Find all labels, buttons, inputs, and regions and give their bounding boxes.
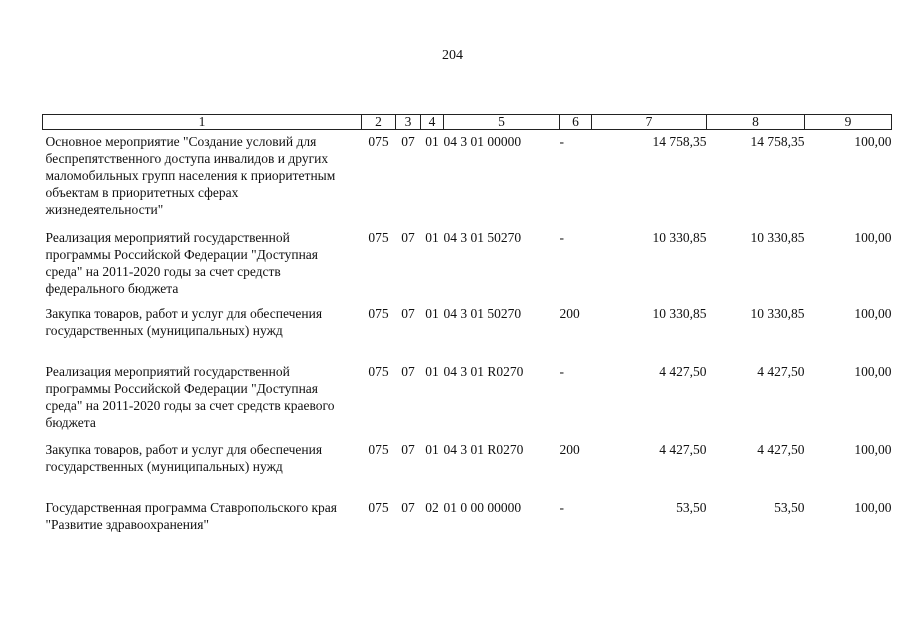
cell-ministry-code: 075 [368, 364, 389, 379]
cell-ministry-code: 075 [368, 500, 389, 515]
cell-expense-type: 200 [559, 306, 580, 321]
cell-percent: 100,00 [854, 134, 892, 149]
cell-section: 07 [401, 442, 415, 457]
cell-target-article: 04 3 01 50270 [443, 306, 522, 321]
cell-subsection: 01 [425, 442, 439, 457]
cell-actual-amount: 10 330,85 [750, 230, 805, 245]
col-header-1: 1 [43, 115, 362, 130]
cell-actual-amount: 53,50 [774, 500, 805, 515]
col-header-9: 9 [805, 115, 892, 130]
cell-actual-amount: 4 427,50 [757, 364, 805, 379]
cell-ministry-code: 075 [368, 134, 389, 149]
cell-percent: 100,00 [854, 442, 892, 457]
cell-plan-amount: 4 427,50 [659, 364, 707, 379]
cell-target-article: 04 3 01 R0270 [443, 442, 524, 457]
col-header-6: 6 [560, 115, 592, 130]
row-name: Реализация мероприятий государственной программы Российской Федерации "Доступная среда" на 2011-2020 годы за счет средств федерального бюджета [45, 230, 318, 296]
cell-percent: 100,00 [854, 500, 892, 515]
cell-percent: 100,00 [854, 230, 892, 245]
col-header-4: 4 [421, 115, 444, 130]
row-name: Закупка товаров, работ и услуг для обеспечения государственных (муниципальных) нужд [45, 442, 323, 474]
table-row [43, 493, 892, 539]
cell-expense-type: - [559, 364, 564, 379]
row-name: Государственная программа Ставропольского края "Развитие здравоохранения" [45, 500, 337, 532]
budget-table [42, 114, 892, 539]
cell-target-article: 04 3 01 R0270 [443, 364, 524, 379]
cell-ministry-code: 075 [368, 442, 389, 457]
cell-actual-amount: 4 427,50 [757, 442, 805, 457]
cell-section: 07 [401, 500, 415, 515]
cell-plan-amount: 10 330,85 [652, 230, 707, 245]
cell-section: 07 [401, 230, 415, 245]
cell-actual-amount: 10 330,85 [750, 306, 805, 321]
cell-actual-amount: 14 758,35 [750, 134, 805, 149]
cell-target-article: 01 0 00 00000 [443, 500, 522, 515]
cell-subsection: 01 [425, 306, 439, 321]
cell-section: 07 [401, 306, 415, 321]
cell-expense-type: - [559, 134, 564, 149]
cell-section: 07 [401, 364, 415, 379]
cell-percent: 100,00 [854, 364, 892, 379]
header-row [43, 115, 892, 130]
row-name: Закупка товаров, работ и услуг для обеспечения государственных (муниципальных) нужд [45, 306, 323, 338]
col-header-3: 3 [396, 115, 421, 130]
table-row [43, 130, 892, 224]
cell-ministry-code: 075 [368, 230, 389, 245]
col-header-8: 8 [707, 115, 805, 130]
cell-subsection: 02 [425, 500, 439, 515]
row-name: Основное мероприятие "Создание условий для беспрепятственного доступа инвалидов и других маломобильных групп населения к приоритетным объектам в приоритетных сферах жизнедеятельности" [45, 134, 336, 217]
cell-expense-type: 200 [559, 442, 580, 457]
table-row [43, 299, 892, 357]
col-header-5: 5 [444, 115, 560, 130]
cell-subsection: 01 [425, 364, 439, 379]
cell-target-article: 04 3 01 00000 [443, 134, 522, 149]
cell-plan-amount: 53,50 [676, 500, 707, 515]
col-header-2: 2 [362, 115, 396, 130]
cell-plan-amount: 4 427,50 [659, 442, 707, 457]
col-header-7: 7 [592, 115, 707, 130]
table-row [43, 357, 892, 435]
cell-expense-type: - [559, 500, 564, 515]
cell-ministry-code: 075 [368, 306, 389, 321]
cell-target-article: 04 3 01 50270 [443, 230, 522, 245]
page-number: 204 [442, 48, 463, 63]
cell-section: 07 [401, 134, 415, 149]
cell-subsection: 01 [425, 134, 439, 149]
cell-plan-amount: 14 758,35 [652, 134, 707, 149]
row-name: Реализация мероприятий государственной программы Российской Федерации "Доступная среда" на 2011-2020 годы за счет средств краевого бюджета [45, 364, 335, 430]
cell-subsection: 01 [425, 230, 439, 245]
cell-percent: 100,00 [854, 306, 892, 321]
cell-expense-type: - [559, 230, 564, 245]
cell-plan-amount: 10 330,85 [652, 306, 707, 321]
table-row [43, 435, 892, 493]
table-row [43, 223, 892, 299]
